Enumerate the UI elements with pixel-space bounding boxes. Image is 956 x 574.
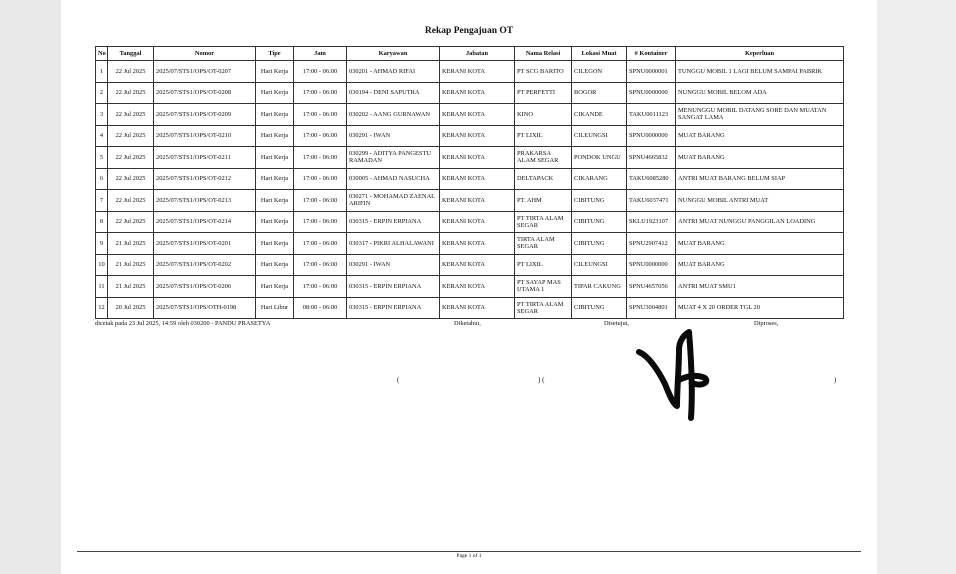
table-cell: 2025/07/STS1/OPS/OT-0214 [154,211,256,233]
table-cell: CILEUNGSI [572,125,627,147]
table-cell: 6 [96,168,108,190]
table-cell: 21 Jul 2025 [108,233,154,255]
table-cell: KERANI KOTA [440,147,515,169]
table-cell: 2025/07/STS1/OPS/OT-0209 [154,104,256,126]
table-cell: 17:00 - 06:00 [294,147,347,169]
table-cell: MENUNGGU MOBIL DATANG SORE DAN MUATAN SANGAT LAMA [676,104,844,126]
table-cell: 22 Jul 2025 [108,190,154,212]
table-cell: PT LIXIL [515,254,572,276]
table-cell: Hari Libur [256,297,294,319]
table-cell: PT. AHM [515,190,572,212]
table-cell: PRAKARSA ALAM SEGAR [515,147,572,169]
col-header-tipe: Tipe [256,47,294,61]
table-cell: SPNU3004801 [627,297,676,319]
table-row [96,104,844,126]
table-cell: TAKU0011123 [627,104,676,126]
table-cell: 1 [96,61,108,83]
table-cell: 030291 - IWAN [347,125,440,147]
table-cell: Hari Kerja [256,125,294,147]
table-row [96,168,844,190]
table-cell: DELTAPACK [515,168,572,190]
table-cell: 2025/07/STS1/OPS/OTH-0198 [154,297,256,319]
table-cell: 17:00 - 06:00 [294,276,347,298]
table-cell: Hari Kerja [256,211,294,233]
table-cell: MUAT 4 X 20 ORDER TGL 20 [676,297,844,319]
table-cell: 21 Jul 2025 [108,254,154,276]
report-title: Rekap Pengajuan OT [424,26,514,36]
table-cell: 08:00 - 06:00 [294,297,347,319]
table-cell: 17:00 - 06:00 [294,190,347,212]
table-cell: 2025/07/STS1/OPS/OT-0201 [154,233,256,255]
table-cell: Hari Kerja [256,254,294,276]
table-cell: 17:00 - 06:00 [294,61,347,83]
col-header-nama-relasi: Nama Relasi [515,47,572,61]
table-cell: 2025/07/STS1/OPS/OT-0208 [154,82,256,104]
table-cell: 17:00 - 06:00 [294,104,347,126]
col-header-lokasi-muat: Lokasi Muat [572,47,627,61]
table-cell: 030194 - DENI SAPUTRA [347,82,440,104]
table-row [96,276,844,298]
table-cell: PT LIXIL [515,125,572,147]
table-cell: 22 Jul 2025 [108,147,154,169]
col-header-tanggal: Tanggal [108,47,154,61]
table-cell: MUAT BARANG [676,125,844,147]
table-cell: 17:00 - 06:00 [294,125,347,147]
table-cell: MUAT BARANG [676,147,844,169]
table-cell: CIKARANG [572,168,627,190]
col-header-keperluan: Keperluan [676,47,844,61]
table-cell: MUAT BARANG [676,233,844,255]
col-header-jam: Jam [294,47,347,61]
processed-by-label: Diproses, [754,320,779,327]
table-cell: SPNU0000001 [627,61,676,83]
table-cell: ANTRI MUAT BARANG BELUM SIAP [676,168,844,190]
table-cell: SPNU2907412 [627,233,676,255]
approved-by-label: Disetujui, [604,320,630,327]
table-cell: Hari Kerja [256,82,294,104]
table-cell: KERANI KOTA [440,276,515,298]
ot-recap-table [95,46,844,319]
table-cell: 030317 - PIKRI ALHALAWANI [347,233,440,255]
table-cell: TUNGGU MOBIL 1 LAGI BELUM SAMPAI PABRIK [676,61,844,83]
table-cell: Hari Kerja [256,168,294,190]
table-cell: 21 Jul 2025 [108,276,154,298]
table-cell: 2025/07/STS1/OPS/OT-0211 [154,147,256,169]
page-bottom-rule [77,551,861,552]
table-cell: PT TIRTA ALAM SEGAR [515,211,572,233]
printed-by-text: dicetak pada 23 Jul 2025, 14:59 oleh 030200 - PANDU PRASETYA [95,320,271,327]
table-cell: 030315 - ERPIN ERPIANA [347,211,440,233]
table-cell: 7 [96,190,108,212]
table-row [96,297,844,319]
table-cell: 2025/07/STS1/OPS/OT-0212 [154,168,256,190]
table-cell: PONDOK UNGU [572,147,627,169]
table-cell: SPNU0000000 [627,125,676,147]
handwritten-signature [633,328,713,424]
table-row [96,233,844,255]
table-cell: KERANI KOTA [440,297,515,319]
table-cell: 030005 - AHMAD NASUCHA [347,168,440,190]
viewer-background [877,0,956,574]
table-cell: 030201 - AHMAD RIFAI [347,61,440,83]
table-cell: CIKANDE [572,104,627,126]
signature-bracket: ) ( [538,376,545,384]
table-cell: KERANI KOTA [440,211,515,233]
table-cell: 2025/07/STS1/OPS/OT-0210 [154,125,256,147]
table-cell: 22 Jul 2025 [108,168,154,190]
table-cell: TIRTA ALAM SEGAR [515,233,572,255]
signature-bracket: ) ( [688,376,695,384]
table-cell: CIBITUNG [572,190,627,212]
table-cell: 030202 - AANG GURNAWAN [347,104,440,126]
table-cell: SPNU0000000 [627,82,676,104]
table-cell: TAKU6085280 [627,168,676,190]
table-cell: 12 [96,297,108,319]
table-cell: CIBITUNG [572,233,627,255]
table-cell: KERANI KOTA [440,233,515,255]
table-cell: KERANI KOTA [440,190,515,212]
col-header-nomor: Nomor [154,47,256,61]
table-cell: 22 Jul 2025 [108,104,154,126]
table-cell: PT SCG BARITO [515,61,572,83]
table-cell: MUAT BARANG [676,254,844,276]
table-cell: KERANI KOTA [440,254,515,276]
table-cell: CILEGON [572,61,627,83]
table-cell: KERANI KOTA [440,104,515,126]
table-cell: PT TIRTA ALAM SEGAR [515,297,572,319]
signature-bracket: ) [834,376,837,384]
col-header-kontainer: # Kontainer [627,47,676,61]
table-cell: BOGOR [572,82,627,104]
table-cell: 22 Jul 2025 [108,61,154,83]
table-cell: 030271 - MOHAMAD ZAENAL ARIFIN [347,190,440,212]
table-cell: SPNU0000000 [627,254,676,276]
table-cell: 22 Jul 2025 [108,211,154,233]
table-cell: Hari Kerja [256,233,294,255]
table-cell: PT SAYAP MAS UTAMA 1 [515,276,572,298]
table-cell: 030315 - ERPIN ERPIANA [347,276,440,298]
table-cell: 4 [96,125,108,147]
page-number: Page 1 of 1 [456,553,482,559]
table-cell: Hari Kerja [256,61,294,83]
col-header-no: No [96,47,108,61]
table-cell: SKLU1923107 [627,211,676,233]
table-cell: NUNGGU MOBIL BELOM ADA [676,82,844,104]
table-cell: 17:00 - 06:00 [294,233,347,255]
table-cell: SPNU4665832 [627,147,676,169]
table-cell: 030299 - ADITYA PANGESTU RAMADAN [347,147,440,169]
table-cell: PT PERFETTI [515,82,572,104]
table-row [96,125,844,147]
table-cell: 11 [96,276,108,298]
table-cell: TAKU6037471 [627,190,676,212]
table-row [96,254,844,276]
table-header-row [96,47,844,61]
table-cell: 2025/07/STS1/OPS/OT-0207 [154,61,256,83]
table-cell: 22 Jul 2025 [108,82,154,104]
table-row [96,211,844,233]
table-cell: CIBITUNG [572,297,627,319]
table-cell: 2025/07/STS1/OPS/OT-0206 [154,276,256,298]
table-cell: 2025/07/STS1/OPS/OT-0213 [154,190,256,212]
table-cell: 17:00 - 06:00 [294,211,347,233]
table-cell: 17:00 - 06:00 [294,168,347,190]
table-cell: 8 [96,211,108,233]
table-cell: 2 [96,82,108,104]
table-cell: KERANI KOTA [440,125,515,147]
table-cell: Hari Kerja [256,276,294,298]
col-header-jabatan: Jabatan [440,47,515,61]
table-cell: 2025/07/STS1/OPS/OT-0202 [154,254,256,276]
table-cell: 17:00 - 06:00 [294,254,347,276]
table-cell: 22 Jul 2025 [108,125,154,147]
document-page [61,0,877,574]
table-cell: KERANI KOTA [440,168,515,190]
col-header-karyawan: Karyawan [347,47,440,61]
table-cell: Hari Kerja [256,147,294,169]
table-cell: KERANI KOTA [440,82,515,104]
table-cell: 030315 - ERPIN ERPIANA [347,297,440,319]
table-cell: 9 [96,233,108,255]
signature-bracket: ( [397,376,400,384]
table-cell: 10 [96,254,108,276]
table-cell: KINO [515,104,572,126]
table-cell: CILEUNGSI [572,254,627,276]
table-row [96,190,844,212]
table-cell: SPNU4657056 [627,276,676,298]
table-cell: CIBITUNG [572,211,627,233]
table-cell: Hari Kerja [256,104,294,126]
table-row [96,61,844,83]
table-cell: 20 Jul 2025 [108,297,154,319]
table-cell: 3 [96,104,108,126]
table-cell: 030291 - IWAN [347,254,440,276]
table-row [96,82,844,104]
known-by-label: Diketahui, [454,320,481,327]
table-cell: 17:00 - 06:00 [294,82,347,104]
table-cell: NUNGGU MOBIL ANTRI MUAT [676,190,844,212]
table-cell: ANTRI MUAT NUNGGU PANGGILAN LOADING [676,211,844,233]
table-cell: 5 [96,147,108,169]
table-cell: TIPAR CAKUNG [572,276,627,298]
table-row [96,147,844,169]
table-cell: KERANI KOTA [440,61,515,83]
table-cell: ANTRI MUAT SMU1 [676,276,844,298]
table-cell: Hari Kerja [256,190,294,212]
